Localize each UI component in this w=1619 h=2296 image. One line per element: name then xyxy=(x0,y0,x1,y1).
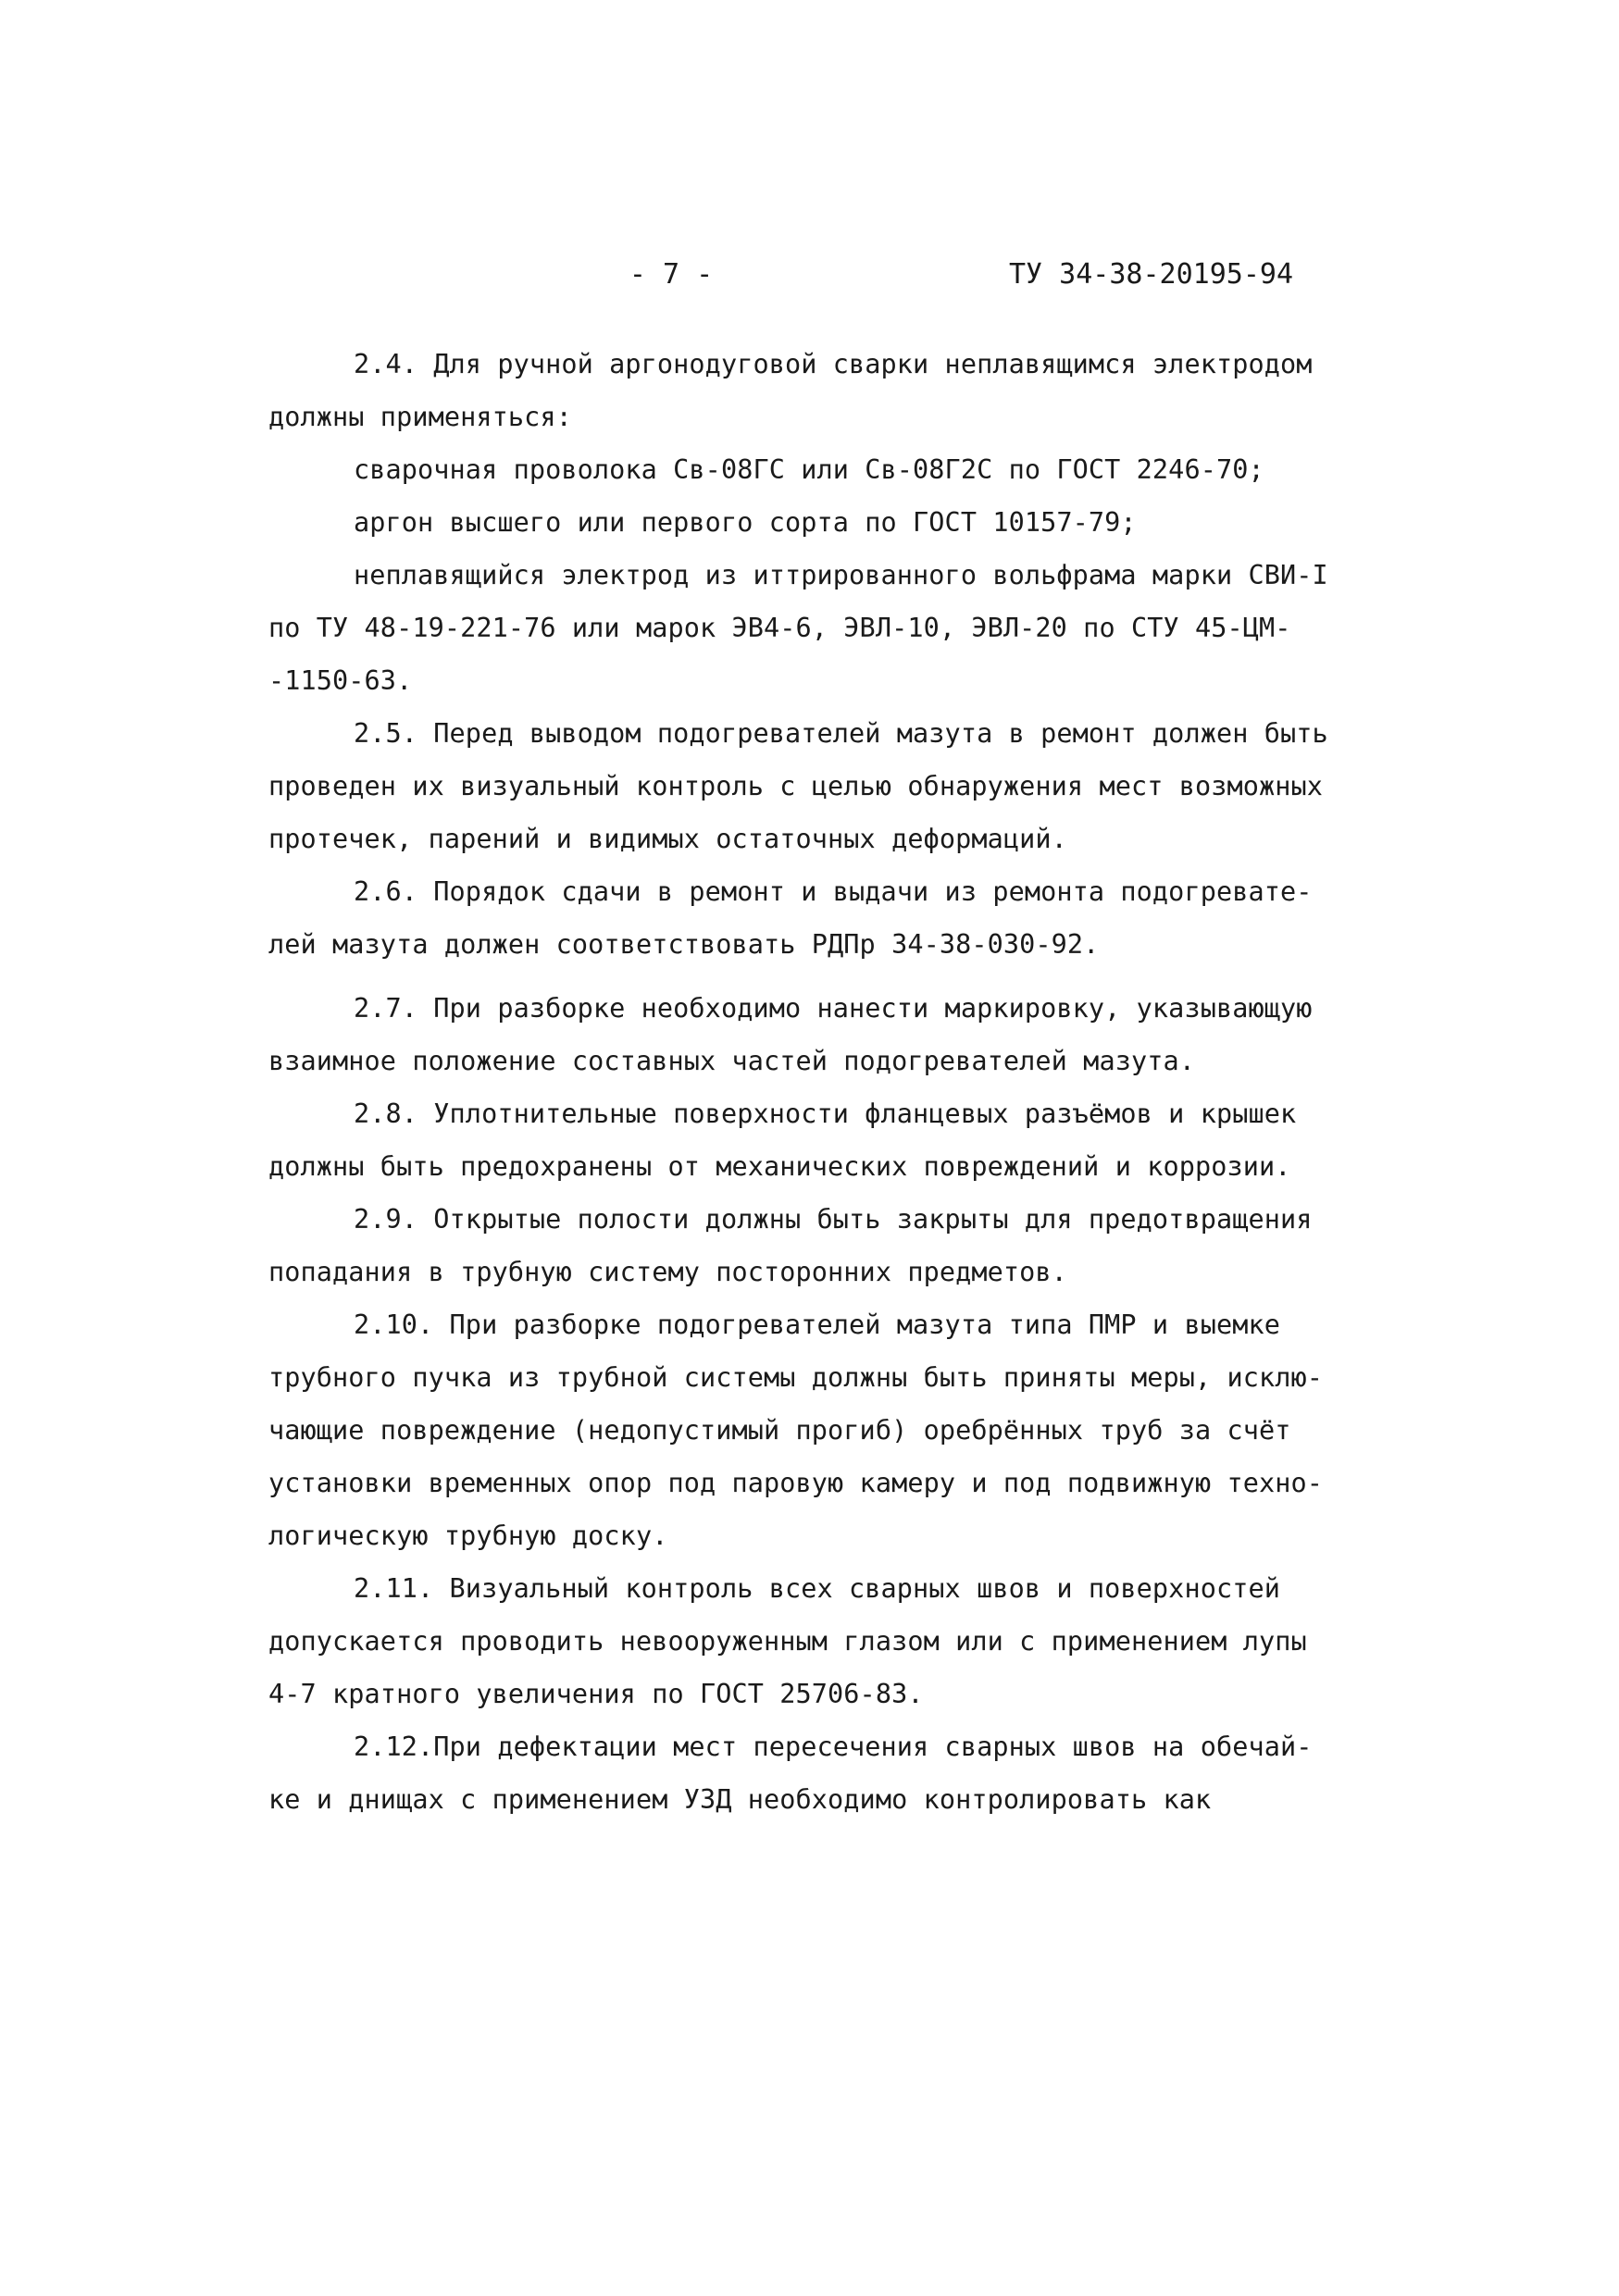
text-line: аргон высшего или первого сорта по ГОСТ 10157-79; xyxy=(354,507,1137,538)
text-line: должны применяться: xyxy=(268,402,572,432)
text-line: установки временных опор под паровую камеру и под подвижную техно- xyxy=(268,1468,1324,1498)
page-number: - 7 - xyxy=(629,258,714,291)
paragraph-2-11 xyxy=(268,1562,1379,1720)
page-header xyxy=(0,252,1619,298)
text-line: протечек, парений и видимых остаточных деформаций. xyxy=(268,824,1067,854)
paragraph-2-4 xyxy=(268,338,1379,443)
text-line: ке и днищах с применением УЗД необходимо контролировать как xyxy=(268,1784,1212,1815)
text-line: 2.5. Перед выводом подогревателей мазута в ремонт должен быть xyxy=(354,718,1328,749)
paragraph-2-7 xyxy=(268,982,1379,1087)
document-code: ТУ 34-38-20195-94 xyxy=(1009,258,1294,291)
text-line: 2.8. Уплотнительные поверхности фланцевых разъёмов и крышек xyxy=(354,1098,1297,1129)
text-line: трубного пучка из трубной системы должны быть приняты меры, исклю- xyxy=(268,1362,1324,1393)
document-body xyxy=(268,338,1379,1826)
paragraph-2-5 xyxy=(268,707,1379,865)
paragraph-2-6 xyxy=(268,865,1379,971)
text-line: 2.4. Для ручной аргонодуговой сварки неплавящимся электродом xyxy=(354,349,1313,379)
paragraph-2-12 xyxy=(268,1720,1379,1826)
list-item xyxy=(268,443,1379,496)
text-line: 2.12.При дефектации мест пересечения сварных швов на обечай- xyxy=(354,1731,1313,1762)
text-line: 4-7 кратного увеличения по ГОСТ 25706-83. xyxy=(268,1679,924,1709)
text-line: 2.7. При разборке необходимо нанести маркировку, указывающую xyxy=(354,993,1313,1024)
text-line: 2.9. Открытые полости должны быть закрыты для предотвращения xyxy=(354,1204,1313,1235)
text-line: допускается проводить невооруженным глазом или с применением лупы xyxy=(268,1626,1307,1657)
text-line: сварочная проволока Св-08ГС или Св-08Г2С по ГОСТ 2246-70; xyxy=(354,454,1264,485)
text-line: логическую трубную доску. xyxy=(268,1520,668,1551)
list-item xyxy=(268,496,1379,549)
text-line: попадания в трубную систему посторонних предметов. xyxy=(268,1257,1067,1287)
text-line: -1150-63. xyxy=(268,665,413,696)
paragraph-spacer xyxy=(268,971,1379,982)
text-line: 2.6. Порядок сдачи в ремонт и выдачи из ремонта подогревате- xyxy=(354,876,1313,907)
text-line: взаимное положение составных частей подогревателей мазута. xyxy=(268,1046,1195,1076)
text-line: лей мазута должен соответствовать РДПр 34-38-030-92. xyxy=(268,929,1100,960)
paragraph-2-9 xyxy=(268,1193,1379,1298)
paragraph-2-10 xyxy=(268,1298,1379,1562)
text-line: по ТУ 48-19-221-76 или марок ЭВ4-6, ЭВЛ-10, ЭВЛ-20 по СТУ 45-ЦМ- xyxy=(268,613,1291,643)
text-line: неплавящийся электрод из иттрированного вольфрама марки СВИ-I xyxy=(354,560,1328,590)
text-line: чающие повреждение (недопустимый прогиб) оребрённых труб за счёт xyxy=(268,1415,1291,1446)
text-line: 2.10. При разборке подогревателей мазута типа ПМР и выемке xyxy=(354,1309,1280,1340)
text-line: проведен их визуальный контроль с целью обнаружения мест возможных xyxy=(268,771,1324,801)
text-line: должны быть предохранены от механических повреждений и коррозии. xyxy=(268,1151,1291,1182)
text-line: 2.11. Визуальный контроль всех сварных швов и поверхностей xyxy=(354,1573,1280,1604)
paragraph-2-8 xyxy=(268,1087,1379,1193)
list-item xyxy=(268,549,1379,707)
